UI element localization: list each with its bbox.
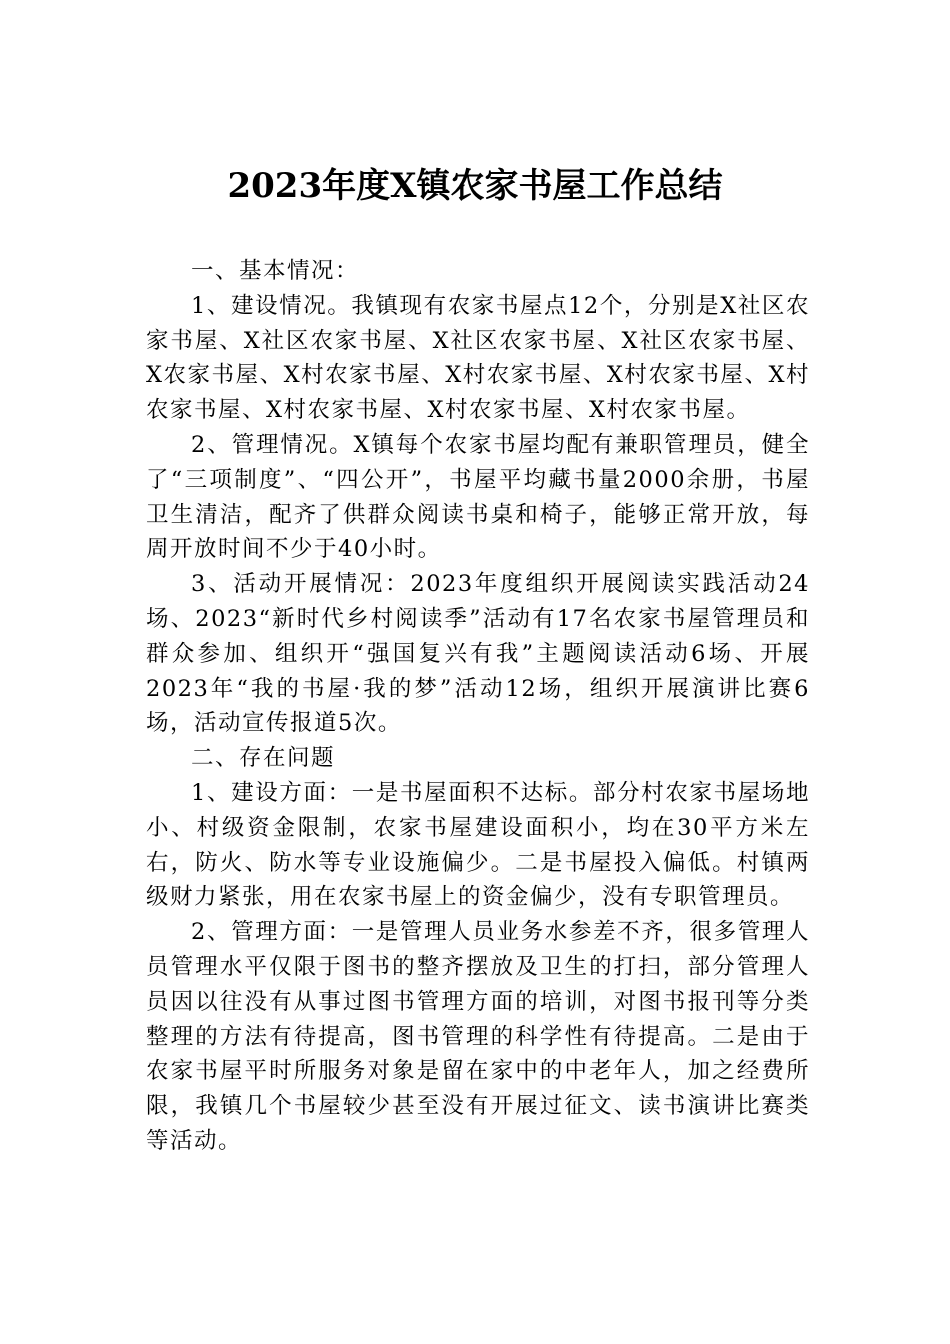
paragraph-management-problems: 2、管理方面：一是管理人员业务水参差不齐，很多管理人员管理水平仅限于图书的整齐摆放及卫生的打扫，部分管理人员因以往没有从事过图书管理方面的培训，对图书报刊等分类整理的方法有待提高，图书管理的科学性有待提高。二是由于农家书屋平时所服务对象是留在家中的中老年人，加之经费所限，我镇几个书屋较少甚至没有开展过征文、读书演讲比赛类等活动。 — [146, 919, 810, 1154]
section-heading-problems: 二、存在问题 — [191, 745, 336, 772]
section-heading-basic-situation: 一、基本情况： — [191, 258, 360, 284]
paragraph-construction-problems: 1、建设方面：一是书屋面积不达标。部分村农家书屋场地小、村级资金限制，农家书屋建设面积小，均在30平方米左右，防火、防水等专业设施偏少。二是书屋投入偏低。村镇两级财力紧张，用在农家书屋上的资金偏少，没有专职管理员。 — [146, 779, 810, 911]
paragraph-management: 2、管理情况。X镇每个农家书屋均配有兼职管理员，健全了“三项制度”、“四公开”，书屋平均藏书量2000余册，书屋卫生清洁，配齐了供群众阅读书桌和椅子，能够正常开放，每周开放时间不少于40小时。 — [146, 431, 810, 563]
paragraph-construction: 1、建设情况。我镇现有农家书屋点12个，分别是X社区农家书屋、X社区农家书屋、X社区农家书屋、X社区农家书屋、X农家书屋、X村农家书屋、X村农家书屋、X村农家书屋、X村农家书屋、X村农家书屋、X村农家书屋、X村农家书屋。 — [146, 292, 810, 424]
document-body — [146, 254, 810, 1159]
paragraph-activities: 3、活动开展情况：2023年度组织开展阅读实践活动24场、2023“新时代乡村阅读季”活动有17名农家书屋管理员和群众参加、组织开“强国复兴有我”主题阅读活动6场、开展2023年“我的书屋·我的梦”活动12场，组织开展演讲比赛6场，活动宣传报道5次。 — [146, 571, 810, 737]
document-title: 2023年度X镇农家书屋工作总结 — [227, 166, 723, 206]
